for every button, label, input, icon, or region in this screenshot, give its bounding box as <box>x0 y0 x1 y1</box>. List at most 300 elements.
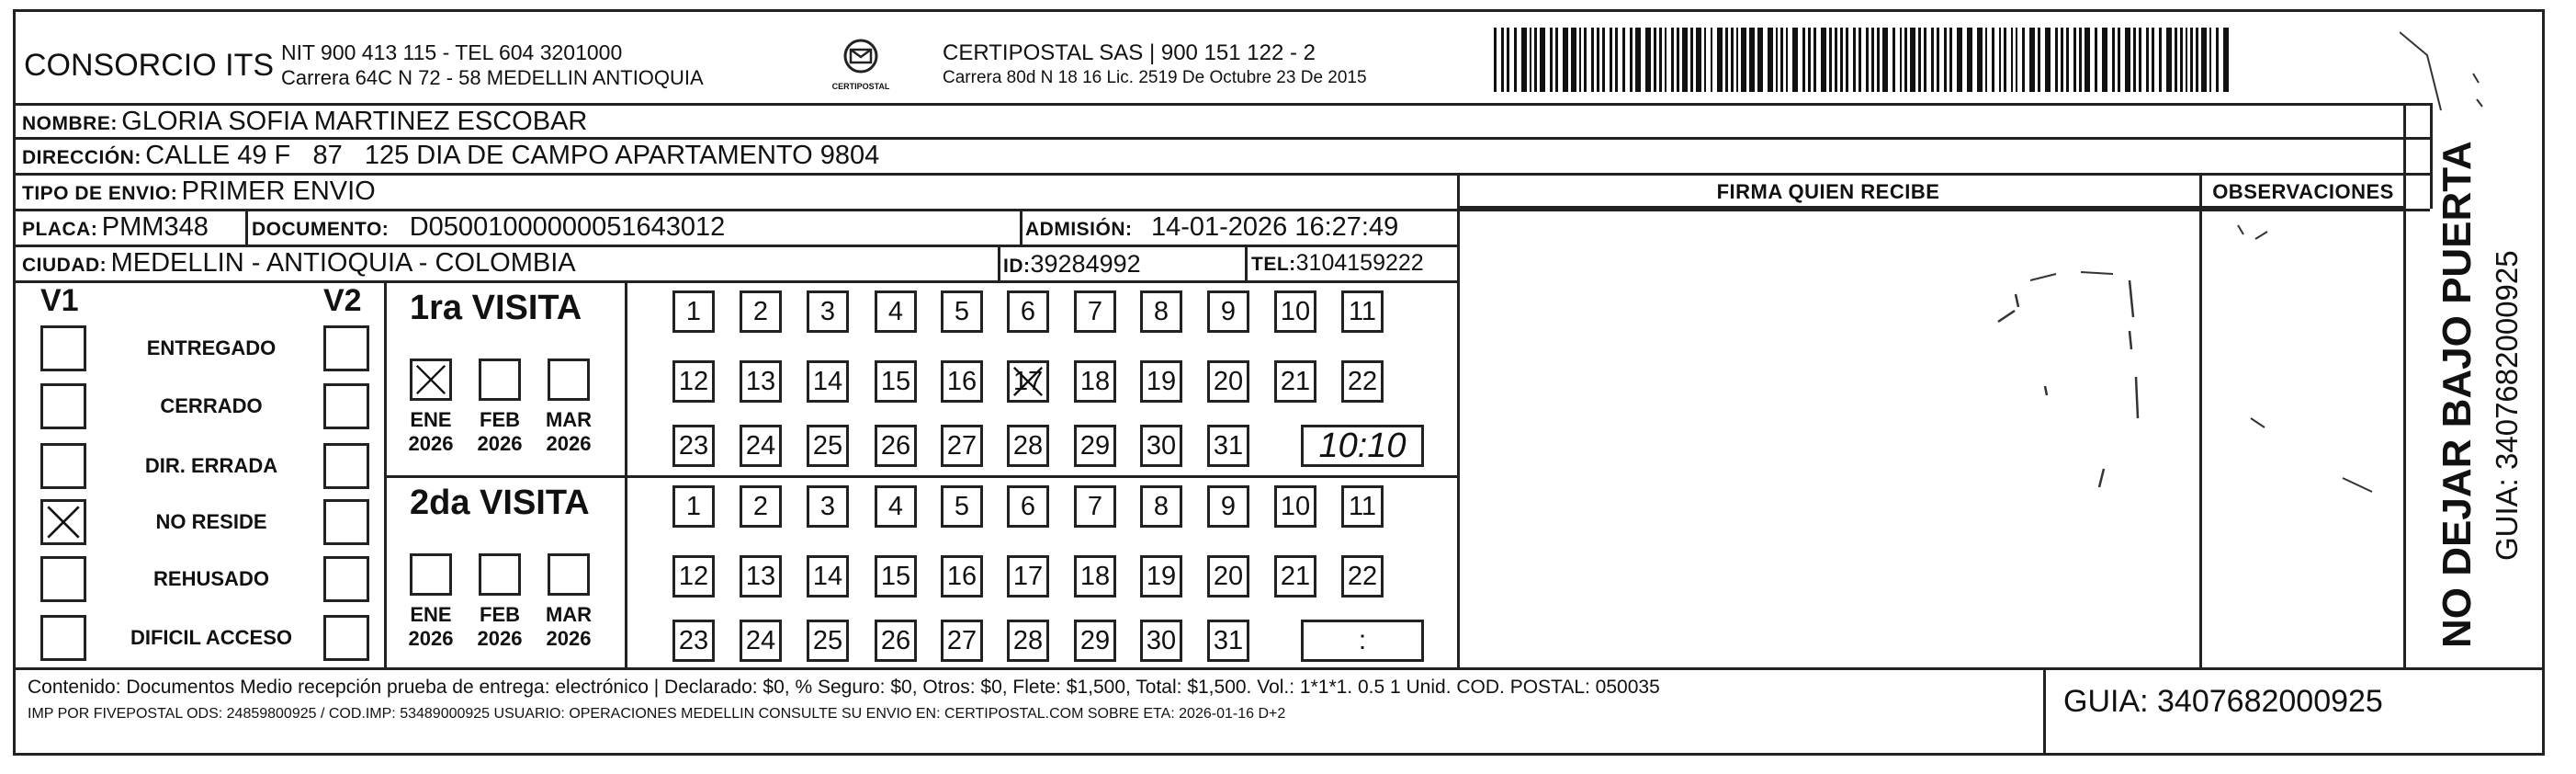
day-number: 1 <box>685 297 702 326</box>
visit-1-day-box[interactable] <box>941 290 983 333</box>
barcode-bar <box>2175 28 2177 92</box>
placa-row <box>22 212 209 243</box>
barcode-bar <box>1736 28 1738 92</box>
barcode-bar <box>1494 28 1497 92</box>
day-number: 9 <box>1220 492 1237 521</box>
visit-1-day-box[interactable] <box>1207 290 1249 333</box>
visit-2-day-box[interactable] <box>1341 485 1384 528</box>
tipo-row <box>22 176 376 207</box>
visit-1-day-box[interactable] <box>1207 425 1249 467</box>
barcode-bar <box>1882 28 1888 92</box>
barcode-bar <box>1835 28 1837 92</box>
visit-1-day-box[interactable] <box>807 425 849 467</box>
day-number: 18 <box>1079 367 1111 396</box>
day-number: 1 <box>685 492 702 521</box>
barcode-bar <box>2061 28 2063 92</box>
day-number: 22 <box>1347 367 1378 396</box>
visit-2-day-box[interactable] <box>875 620 917 662</box>
visit-1-month-checkbox-ene[interactable] <box>410 359 452 401</box>
barcode-bar <box>2066 28 2069 92</box>
visit-2-month-label <box>399 603 463 651</box>
admision-row <box>1025 212 1398 243</box>
visit-1-day-box[interactable] <box>672 360 715 403</box>
barcode-bar <box>1866 28 1869 92</box>
day-number: 25 <box>812 431 843 461</box>
day-number: 8 <box>1153 492 1169 521</box>
month-name: ENE <box>410 408 452 431</box>
day-number: 5 <box>954 297 970 326</box>
barcode-bar <box>1665 28 1666 92</box>
documento-row <box>252 212 725 243</box>
visit-2-day-box[interactable] <box>1140 620 1182 662</box>
firma-header: FIRMA QUIEN RECIBE <box>1716 180 1940 203</box>
visit-1-day-box[interactable] <box>1074 290 1116 333</box>
day-number: 13 <box>745 562 776 591</box>
status-label: REHUSADO <box>153 567 269 590</box>
day-number: 2 <box>752 297 769 326</box>
visit-1-day-box[interactable] <box>807 290 849 333</box>
barcode-bar <box>1717 28 1723 92</box>
barcode-bar <box>1615 28 1618 92</box>
day-number: 29 <box>1079 431 1111 461</box>
barcode-bar <box>1967 28 1972 92</box>
visit-2-day-box[interactable] <box>807 620 849 662</box>
day-number: 14 <box>812 562 843 591</box>
day-number: 6 <box>1020 297 1036 326</box>
visit-1-day-box[interactable] <box>875 290 917 333</box>
day-number: 6 <box>1020 492 1036 521</box>
visit-1-title: 1ra VISITA <box>410 289 582 327</box>
day-number: 25 <box>812 626 843 655</box>
barcode <box>1494 28 2229 92</box>
check-x-icon <box>1010 363 1046 400</box>
visit-1-day-box[interactable] <box>1140 360 1182 403</box>
visit-2-day-box[interactable] <box>1007 485 1049 528</box>
day-number: 11 <box>1348 492 1377 521</box>
visit-2-day-box[interactable] <box>941 485 983 528</box>
barcode-bar <box>1514 28 1517 92</box>
visit-2-day-box[interactable] <box>1074 485 1116 528</box>
barcode-bar <box>2055 28 2058 92</box>
day-number: 5 <box>954 492 970 521</box>
day-number: 28 <box>1012 626 1044 655</box>
barcode-bar <box>2216 28 2219 92</box>
certipostal-logo <box>829 37 893 94</box>
visit-1-month-label <box>399 408 463 456</box>
company-name: CONSORCIO ITS <box>24 48 275 83</box>
barcode-bar <box>1957 28 1962 92</box>
visit-2-month-checkbox-feb[interactable] <box>479 553 521 596</box>
day-number: 9 <box>1220 297 1237 326</box>
visit-2-day-box[interactable] <box>1207 620 1249 662</box>
visit-2-title: 2da VISITA <box>410 484 590 522</box>
barcode-bar <box>1924 28 1926 92</box>
month-year: 2026 <box>477 432 523 455</box>
barcode-bar <box>1507 28 1509 92</box>
v2-checkbox-2[interactable] <box>323 443 369 489</box>
barcode-bar <box>1671 28 1674 92</box>
barcode-bar <box>1731 28 1734 92</box>
barcode-bar <box>1840 28 1843 92</box>
barcode-bar <box>2112 28 2115 92</box>
day-number: 16 <box>946 367 977 396</box>
barcode-bar <box>1725 28 1728 92</box>
visit-1-day-box[interactable] <box>740 360 782 403</box>
visit-1-day-box[interactable] <box>875 425 917 467</box>
day-number: 8 <box>1153 297 1169 326</box>
barcode-bar <box>1630 28 1633 92</box>
v2-label: V2 <box>323 283 362 318</box>
day-number: 3 <box>819 297 836 326</box>
barcode-bar <box>1682 28 1688 92</box>
v1-checkbox-5[interactable] <box>40 615 86 661</box>
day-number: 11 <box>1348 297 1377 326</box>
day-number: 21 <box>1280 367 1311 396</box>
barcode-bar <box>1563 28 1568 92</box>
barcode-bar <box>1540 28 1545 92</box>
day-number: 31 <box>1213 431 1244 461</box>
day-number: 17 <box>1012 367 1044 396</box>
day-number: 19 <box>1146 562 1177 591</box>
certipostal-line-2: Carrera 80d N 18 16 Lic. 2519 De Octubre 23 De 2015 <box>943 68 1367 87</box>
visit-1-day-box[interactable] <box>672 425 715 467</box>
company-address: Carrera 64C N 72 - 58 MEDELLIN ANTIOQUIA <box>281 66 704 89</box>
visit-1-day-box[interactable] <box>740 425 782 467</box>
barcode-bar <box>2011 28 2013 92</box>
barcode-bar <box>1900 28 1902 92</box>
day-number: 12 <box>678 367 709 396</box>
barcode-bar <box>1645 28 1651 92</box>
day-number: 20 <box>1213 367 1244 396</box>
signature-area <box>1461 211 2398 662</box>
barcode-bar <box>1584 28 1587 92</box>
visit-2-day-box[interactable] <box>1007 620 1049 662</box>
visit-2-month-label <box>468 603 532 651</box>
visit-2-day-box[interactable] <box>1140 555 1182 598</box>
day-number: 23 <box>678 626 709 655</box>
day-number: 27 <box>946 626 977 655</box>
visit-2-month-label <box>537 603 601 651</box>
visit-1-day-box[interactable] <box>1274 290 1316 333</box>
barcode-bar <box>1690 28 1693 92</box>
v2-checkbox-1[interactable] <box>323 383 369 429</box>
visit-1-day-box[interactable] <box>1074 360 1116 403</box>
barcode-bar <box>1776 28 1778 92</box>
day-number: 2 <box>752 492 769 521</box>
day-number: 30 <box>1146 626 1177 655</box>
visit-1-month-checkbox-feb[interactable] <box>479 359 521 401</box>
barcode-bar <box>1999 28 2001 92</box>
barcode-bar <box>1813 28 1816 92</box>
visit-2-month-checkbox-ene[interactable] <box>410 553 452 596</box>
barcode-bar <box>2038 28 2040 92</box>
nit-line: NIT 900 413 115 - TEL 604 3201000 <box>281 40 623 64</box>
v1-checkbox-3[interactable] <box>40 499 86 545</box>
barcode-bar <box>2186 28 2187 92</box>
barcode-bar <box>1610 28 1612 92</box>
barcode-bar <box>1591 28 1594 92</box>
day-number: 15 <box>880 562 911 591</box>
status-label: DIFICIL ACCESO <box>130 626 292 649</box>
barcode-bar <box>1571 28 1576 92</box>
barcode-bar <box>2166 28 2172 92</box>
visit-1-time-box[interactable] <box>1301 425 1424 467</box>
visit-2-day-box[interactable] <box>941 620 983 662</box>
barcode-bar <box>1918 28 1921 92</box>
status-label: DIR. ERRADA <box>144 454 278 477</box>
barcode-bar <box>1555 28 1558 92</box>
visit-time: : <box>1358 625 1367 655</box>
footer-guia: GUIA: 3407682000925 <box>2063 684 2383 719</box>
footer-imp-line: IMP POR FIVEPOSTAL ODS: 24859800925 / COD.IMP: 53489000925 USUARIO: OPERACIONES MEDELLIN CONSULTE SU ENVIO EN: CERTIPOSTAL.COM SOBRE ETA: 2026-01-16 D+2 <box>28 706 1286 722</box>
tipo-label: TIPO DE ENVIO: <box>22 183 178 204</box>
month-year: 2026 <box>408 627 454 650</box>
day-number: 28 <box>1012 431 1044 461</box>
visit-1-day-box[interactable] <box>1007 425 1049 467</box>
month-name: MAR <box>545 603 593 626</box>
barcode-bar <box>2196 28 2198 92</box>
id-label: ID: <box>1003 256 1031 277</box>
barcode-bar <box>1792 28 1798 92</box>
barcode-bar <box>2201 28 2207 92</box>
visit-2-month-checkbox-mar[interactable] <box>548 553 590 596</box>
visit-2-day-box[interactable] <box>1274 485 1316 528</box>
v2-checkbox-4[interactable] <box>323 556 369 602</box>
barcode-bar <box>1741 28 1746 92</box>
day-number: 26 <box>880 431 911 461</box>
day-number: 17 <box>1012 562 1044 591</box>
placa-label: PLACA: <box>22 219 98 240</box>
day-number: 24 <box>745 626 776 655</box>
barcode-bar <box>1904 28 1907 92</box>
barcode-bar <box>1757 28 1763 92</box>
visit-1-day-box[interactable] <box>875 360 917 403</box>
day-number: 16 <box>946 562 977 591</box>
visit-2-day-box[interactable] <box>672 620 715 662</box>
tel-label: TEL: <box>1251 254 1296 275</box>
month-year: 2026 <box>546 627 592 650</box>
tel-value: 3104159222 <box>1295 250 1424 276</box>
day-number: 22 <box>1347 562 1378 591</box>
month-year: 2026 <box>546 432 592 455</box>
v1-checkbox-1[interactable] <box>40 383 86 429</box>
visit-2-day-box[interactable] <box>1007 555 1049 598</box>
certipostal-line-1: CERTIPOSTAL SAS | 900 151 122 - 2 <box>943 40 1316 65</box>
visit-2-day-box[interactable] <box>941 555 983 598</box>
visit-1-day-box[interactable] <box>1007 360 1049 403</box>
barcode-bar <box>1985 28 1987 92</box>
status-label: NO RESIDE <box>155 510 267 533</box>
barcode-bar <box>2004 28 2006 92</box>
month-name: FEB <box>480 408 520 431</box>
barcode-bar <box>1602 28 1605 92</box>
day-number: 29 <box>1079 626 1111 655</box>
visit-2-day-box[interactable] <box>1140 485 1182 528</box>
v1-checkbox-4[interactable] <box>40 556 86 602</box>
barcode-bar <box>1749 28 1755 92</box>
barcode-bar <box>1802 28 1805 92</box>
barcode-bar <box>2118 28 2120 92</box>
day-number: 21 <box>1280 562 1311 591</box>
tel-row <box>1251 250 1424 277</box>
visit-1-day-box[interactable] <box>1007 290 1049 333</box>
barcode-bar <box>1977 28 1983 92</box>
barcode-bar <box>1550 28 1553 92</box>
visit-2-day-box[interactable] <box>875 555 917 598</box>
barcode-bar <box>2073 28 2076 92</box>
visit-1-day-box[interactable] <box>1140 290 1182 333</box>
day-number: 27 <box>946 431 977 461</box>
visit-1-day-box[interactable] <box>1207 360 1249 403</box>
barcode-bar <box>1534 28 1537 92</box>
check-x-icon <box>43 502 84 542</box>
barcode-bar <box>2209 28 2211 92</box>
side-guia: GUIA: 3407682000925 <box>2490 250 2524 561</box>
day-number: 18 <box>1079 562 1111 591</box>
barcode-bar <box>1910 28 1915 92</box>
barcode-bar <box>2022 28 2025 92</box>
barcode-bar <box>1829 28 1832 92</box>
no-dejar-warning: NO DEJAR BAJO PUERTA <box>2435 141 2480 648</box>
barcode-bar <box>1808 28 1811 92</box>
direccion-row <box>22 141 879 171</box>
visit-1-day-box[interactable] <box>1274 360 1316 403</box>
day-number: 26 <box>880 626 911 655</box>
barcode-bar <box>1696 28 1701 92</box>
barcode-bar <box>1659 28 1662 92</box>
barcode-bar <box>1579 28 1581 92</box>
barcode-bar <box>1931 28 1934 92</box>
day-number: 30 <box>1146 431 1177 461</box>
visit-2-day-box[interactable] <box>1074 620 1116 662</box>
visit-1-day-box[interactable] <box>1074 425 1116 467</box>
envelope-logo-icon <box>829 37 893 79</box>
visit-2-day-box[interactable] <box>875 485 917 528</box>
nombre-label: NOMBRE: <box>22 113 118 134</box>
footer-content-line: Contenido: Documentos Medio recepción prueba de entrega: electrónico | Declarado: $0, % Seguro: $0, Otros: $0, Flete: $1,500, Total: $1,500. Vol.: 1*1*1. 0.5 1 Unid. COD. POSTAL: 050035 <box>28 677 1660 698</box>
visit-1-day-box[interactable] <box>941 360 983 403</box>
barcode-bar <box>1949 28 1952 92</box>
admision-value: 14-01-2026 16:27:49 <box>1150 212 1399 242</box>
visit-2-day-box[interactable] <box>672 555 715 598</box>
placa-value: PMM348 <box>101 212 209 242</box>
month-year: 2026 <box>477 627 523 650</box>
visit-1-day-box[interactable] <box>672 290 715 333</box>
visit-2-day-box[interactable] <box>1207 485 1249 528</box>
day-number: 4 <box>887 297 904 326</box>
visit-2-day-box[interactable] <box>1341 555 1384 598</box>
barcode-bar <box>1786 28 1788 92</box>
barcode-bar <box>2085 28 2090 92</box>
day-number: 12 <box>678 562 709 591</box>
visit-1-day-box[interactable] <box>1140 425 1182 467</box>
barcode-bar <box>2180 28 2183 92</box>
barcode-bar <box>1530 28 1531 92</box>
day-number: 19 <box>1146 367 1177 396</box>
day-number: 7 <box>1087 297 1103 326</box>
barcode-bar <box>1992 28 1994 92</box>
barcode-bar <box>1635 28 1641 92</box>
day-number: 10 <box>1280 297 1311 326</box>
ciudad-label: CIUDAD: <box>22 255 107 276</box>
visit-2-day-box[interactable] <box>740 555 782 598</box>
direccion-value: CALLE 49 F 87 125 DIA DE CAMPO APARTAMENTO 9804 <box>145 141 880 170</box>
barcode-bar <box>2125 28 2130 92</box>
check-x-icon <box>412 361 449 398</box>
barcode-bar <box>1501 28 1504 92</box>
day-number: 7 <box>1087 492 1103 521</box>
barcode-bar <box>1768 28 1773 92</box>
visit-1-day-box[interactable] <box>807 360 849 403</box>
visit-1-day-box[interactable] <box>1341 290 1384 333</box>
barcode-bar <box>1711 28 1712 92</box>
observaciones-header: OBSERVACIONES <box>2212 180 2394 203</box>
status-label: ENTREGADO <box>146 336 277 359</box>
visit-2-day-box[interactable] <box>740 485 782 528</box>
v2-checkbox-3[interactable] <box>323 499 369 545</box>
ciudad-row <box>22 248 576 279</box>
v1-checkbox-2[interactable] <box>40 443 86 489</box>
barcode-bar <box>1521 28 1527 92</box>
visit-time: 10:10 <box>1318 427 1407 465</box>
day-number: 14 <box>812 367 843 396</box>
barcode-bar <box>1597 28 1599 92</box>
month-year: 2026 <box>408 432 454 455</box>
month-name: MAR <box>545 408 593 431</box>
visit-2-day-box[interactable] <box>740 620 782 662</box>
visit-2-day-box[interactable] <box>1274 555 1316 598</box>
barcode-bar <box>1846 28 1848 92</box>
v2-checkbox-5[interactable] <box>323 615 369 661</box>
visit-1-day-box[interactable] <box>740 290 782 333</box>
barcode-bar <box>1780 28 1783 92</box>
month-name: FEB <box>480 603 520 626</box>
barcode-bar <box>2016 28 2017 92</box>
id-value: 39284992 <box>1030 250 1141 278</box>
barcode-bar <box>1859 28 1861 92</box>
barcode-bar <box>1944 28 1947 92</box>
visit-2-day-box[interactable] <box>672 485 715 528</box>
day-number: 23 <box>678 431 709 461</box>
v2-checkbox-0[interactable] <box>323 325 369 371</box>
visit-1-day-box[interactable] <box>1341 360 1384 403</box>
visit-1-month-label <box>537 408 601 456</box>
day-number: 10 <box>1280 492 1311 521</box>
v1-checkbox-0[interactable] <box>40 325 86 371</box>
documento-label: DOCUMENTO: <box>252 219 390 240</box>
barcode-bar <box>1853 28 1856 92</box>
day-number: 13 <box>745 367 776 396</box>
visit-2-day-box[interactable] <box>807 555 849 598</box>
visit-2-time-box[interactable] <box>1301 620 1424 662</box>
barcode-bar <box>2223 28 2229 92</box>
barcode-bar <box>1821 28 1826 92</box>
visit-2-day-box[interactable] <box>807 485 849 528</box>
visit-2-day-box[interactable] <box>1074 555 1116 598</box>
visit-1-month-checkbox-mar[interactable] <box>548 359 590 401</box>
visit-1-day-box[interactable] <box>941 425 983 467</box>
nombre-row <box>22 107 587 137</box>
barcode-bar <box>1892 28 1895 92</box>
visit-2-day-box[interactable] <box>1207 555 1249 598</box>
barcode-bar <box>1871 28 1874 92</box>
day-number: 20 <box>1213 562 1244 591</box>
barcode-bar <box>2095 28 2097 92</box>
barcode-bar <box>2159 28 2162 92</box>
v1-label: V1 <box>40 283 79 318</box>
barcode-bar <box>1937 28 1939 92</box>
logo-text: CERTIPOSTAL <box>831 82 890 91</box>
